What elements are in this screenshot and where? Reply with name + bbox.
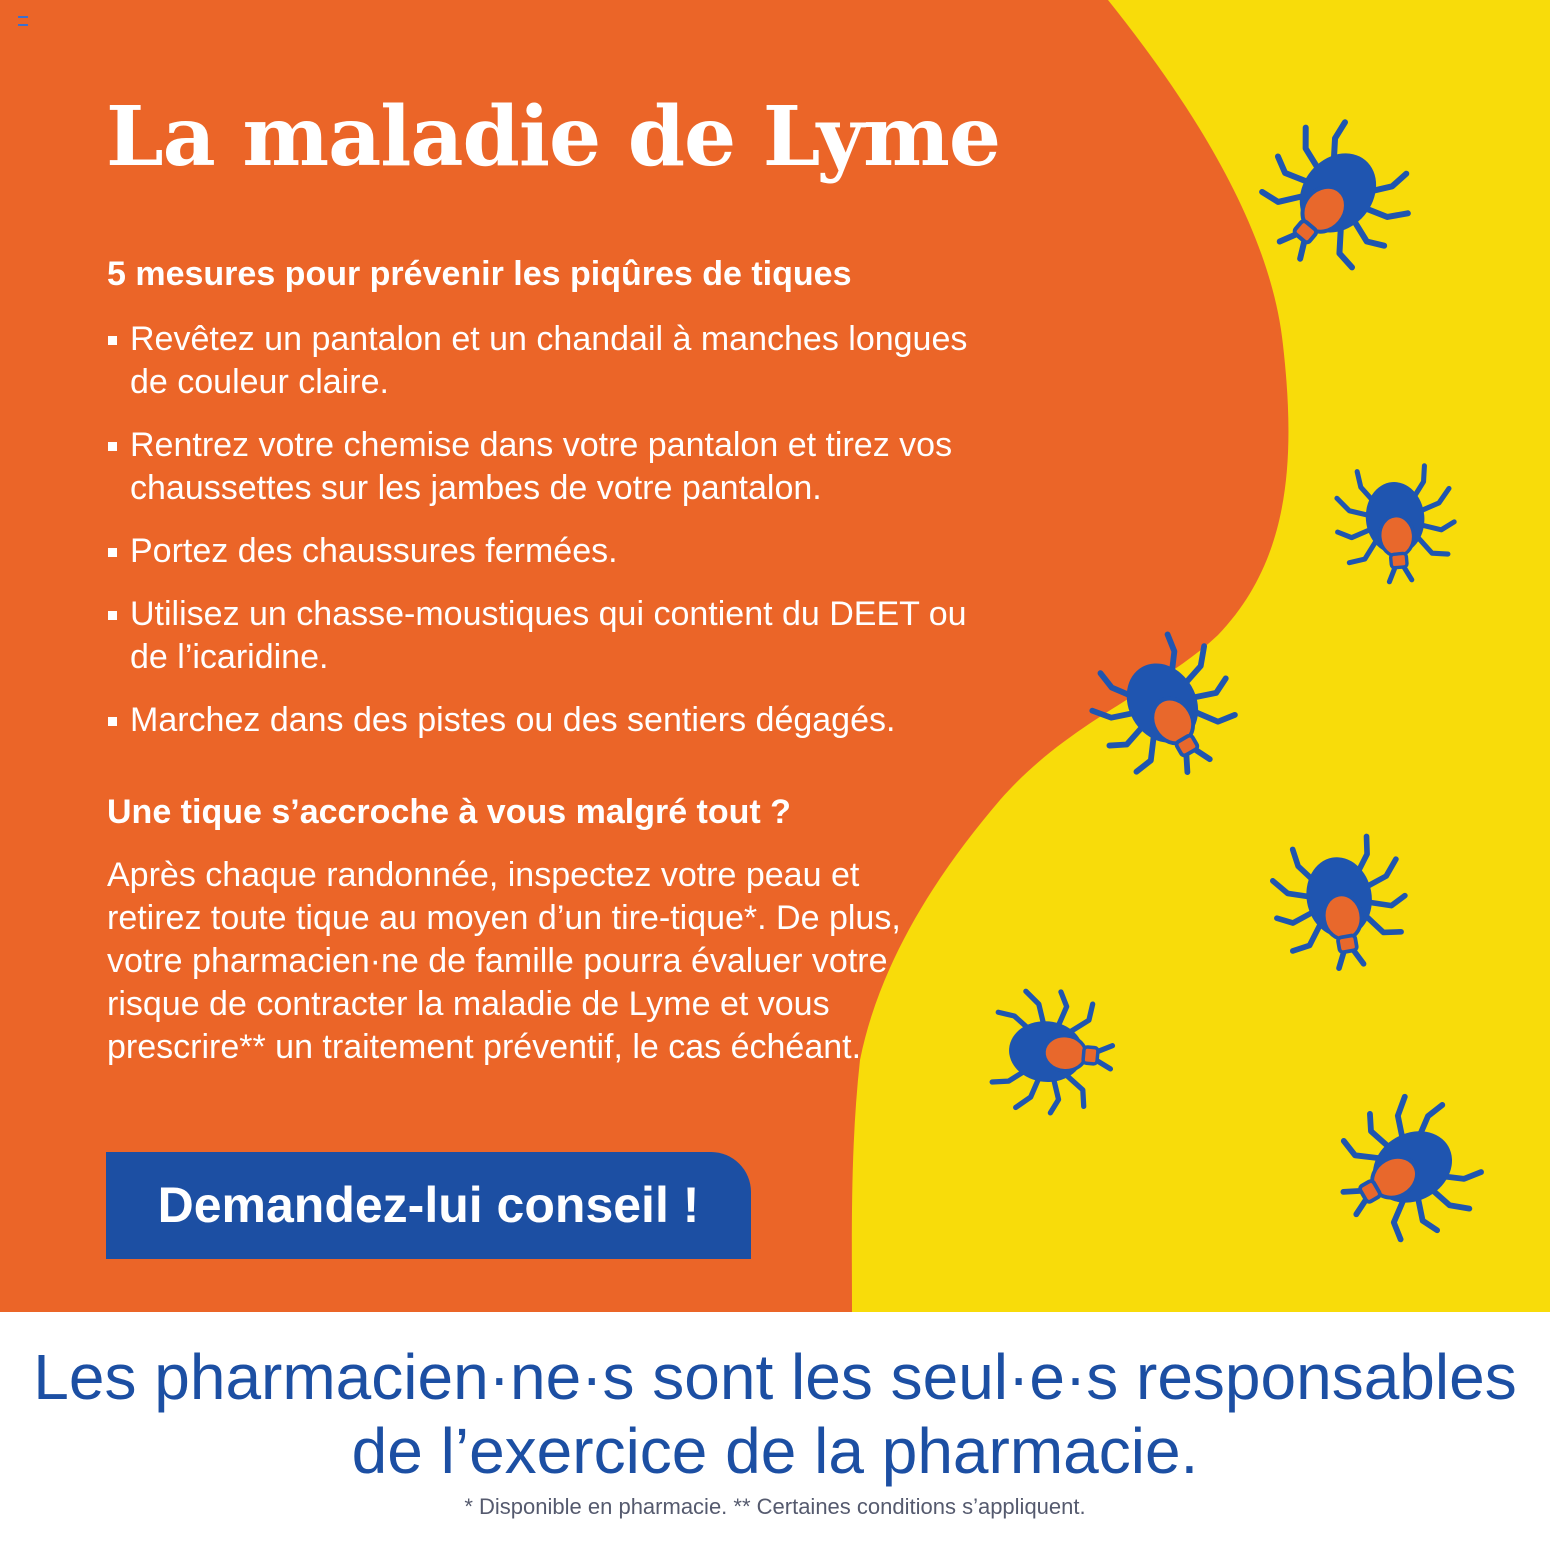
list-item-text: Portez des chaussures fermées. [130,532,618,570]
tagline: Les pharmacien·ne·s sont les seul·e·s responsables de l’exercice de la pharmacie. [33,1341,1517,1487]
bullet-icon [108,548,117,557]
tick-icon [1252,117,1417,277]
corner-mark [18,16,28,26]
list-item-text: Rentrez votre chemise dans votre pantalon et tirez vos chaussettes sur les jambes de votre pantalon. [130,426,953,507]
list-item [107,593,987,679]
list-item-text: Utilisez un chasse-moustiques qui contient du DEET ou de l’icaridine. [130,595,967,676]
bullet-icon [108,611,117,620]
list-item [107,318,987,404]
list-item-text: Marchez dans des pistes ou des sentiers dégagés. [130,701,896,739]
prevention-heading: 5 mesures pour prévenir les piqûres de tiques [107,255,852,293]
list-item [107,424,987,510]
footnote: * Disponible en pharmacie. ** Certaines conditions s’appliquent. [464,1494,1086,1519]
tick-icon [1085,630,1245,785]
tick-bite-heading: Une tique s’accroche à vous malgré tout ? [107,793,791,831]
bullet-icon [108,717,117,726]
tick-bite-text: Après chaque randonnée, inspectez votre peau et retirez toute tique au moyen d’un tire-tique*. De plus, votre pharmacien·ne de famille pourra évaluer votre risque de contracter la maladie de Lyme et vous prescrire** un traitement préventif, le cas échéant. [107,856,901,1066]
list-item [107,530,987,573]
bullet-icon [108,442,117,451]
list-item [107,699,987,742]
tick-icon [1265,822,1415,982]
list-item-text: Revêtez un pantalon et un chandail à manches longues de couleur claire. [130,320,968,401]
bullet-icon [108,336,117,345]
prevention-list [107,318,987,762]
ask-advice-button[interactable]: Demandez-lui conseil ! [106,1152,751,1259]
page-title: La maladie de Lyme [106,89,1001,185]
tick-icon [1328,445,1463,600]
tick-icon [970,982,1132,1122]
tick-icon [1328,1092,1488,1247]
